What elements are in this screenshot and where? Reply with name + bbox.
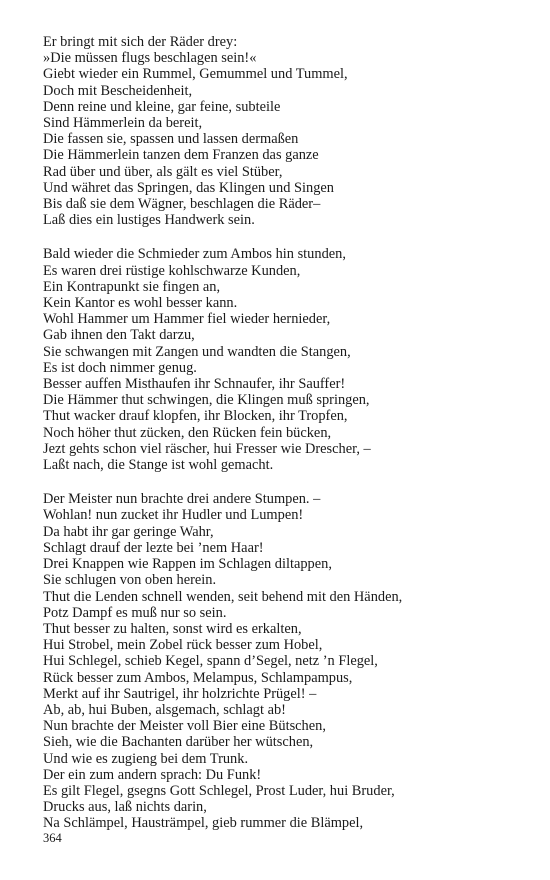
- stanza: [43, 491, 523, 831]
- page-number: 364: [43, 831, 62, 845]
- verse-line: Sie schlugen von oben herein.: [43, 572, 217, 589]
- verse-line: Es waren drei rüstige kohlschwarze Kunden,: [43, 262, 301, 279]
- verse-line: Laß dies ein lustiges Handwerk sein.: [43, 212, 255, 229]
- verse-line: Jezt gehts schon viel räscher, hui Fresser wie Drescher, –: [43, 440, 371, 457]
- stanza: [43, 246, 523, 473]
- verse-line: Sind Hämmerlein da bereit,: [43, 115, 203, 132]
- verse-line: Thut wacker drauf klopfen, ihr Blocken, ihr Tropfen,: [43, 408, 348, 425]
- verse-line: Da habt ihr gar geringe Wahr,: [43, 523, 214, 540]
- verse-line: Drei Knappen wie Rappen im Schlagen diltappen,: [43, 556, 332, 573]
- verse-line: Na Schlämpel, Hausträmpel, gieb rummer die Blämpel,: [43, 815, 364, 832]
- verse-line: Thut die Lenden schnell wenden, seit behend mit den Händen,: [43, 588, 403, 605]
- verse-line: »Die müssen flugs beschlagen sein!«: [43, 50, 257, 67]
- verse-line: Nun brachte der Meister voll Bier eine Bütschen,: [43, 718, 326, 735]
- verse-line: Wohlan! nun zucket ihr Hudler und Lumpen!: [43, 507, 304, 524]
- verse-line: Die fassen sie, spassen und lassen dermaßen: [43, 131, 299, 148]
- verse-line: Es gilt Flegel, gsegns Gott Schlegel, Prost Luder, hui Bruder,: [43, 782, 395, 799]
- verse-line: Bald wieder die Schmieder zum Ambos hin stunden,: [43, 246, 346, 263]
- verse-line: Drucks aus, laß nichts darin,: [43, 799, 207, 816]
- verse-line: Ab, ab, hui Buben, alsgemach, schlagt ab!: [43, 701, 286, 718]
- verse-line: Der ein zum andern sprach: Du Funk!: [43, 766, 262, 783]
- stanza: [43, 34, 523, 228]
- verse-line: Potz Dampf es muß nur so sein.: [43, 604, 227, 621]
- verse-line: Besser auffen Misthaufen ihr Schnaufer, ihr Sauffer!: [43, 376, 346, 393]
- verse-line: Er bringt mit sich der Räder drey:: [43, 34, 238, 50]
- verse-line: Gab ihnen den Takt darzu,: [43, 327, 195, 344]
- verse-line: Laßt nach, die Stange ist wohl gemacht.: [43, 457, 274, 474]
- verse-line: Sieh, wie die Bachanten darüber her wütschen,: [43, 734, 314, 751]
- verse-line: Hui Strobel, mein Zobel rück besser zum Hobel,: [43, 637, 323, 654]
- verse-line: Es ist doch nimmer genug.: [43, 359, 197, 376]
- verse-line: Noch höher thut zücken, den Rücken fein bücken,: [43, 424, 332, 441]
- verse-line: Die Hämmerlein tanzen dem Franzen das ganze: [43, 147, 319, 164]
- verse-line: Und wie es zugieng bei dem Trunk.: [43, 750, 249, 767]
- poem-text: [43, 34, 523, 850]
- verse-line: Hui Schlegel, schieb Kegel, spann d’Segel, netz ’n Flegel,: [43, 653, 378, 670]
- verse-line: Und währet das Springen, das Klingen und Singen: [43, 179, 334, 196]
- verse-line: Denn reine und kleine, gar feine, subteile: [43, 98, 281, 115]
- verse-line: Thut besser zu halten, sonst wird es erkalten,: [43, 620, 302, 637]
- verse-line: Rück besser zum Ambos, Melampus, Schlampampus,: [43, 669, 353, 686]
- verse-line: Sie schwangen mit Zangen und wandten die Stangen,: [43, 343, 351, 360]
- verse-line: Rad über und über, als gält es viel Stüber,: [43, 163, 283, 180]
- verse-line: Giebt wieder ein Rummel, Gemummel und Tummel,: [43, 66, 348, 83]
- verse-line: Bis daß sie dem Wägner, beschlagen die Räder–: [43, 196, 321, 213]
- verse-line: Kein Kantor es wohl besser kann.: [43, 295, 238, 312]
- verse-line: Doch mit Bescheidenheit,: [43, 82, 193, 99]
- verse-line: Schlagt drauf der lezte bei ’nem Haar!: [43, 539, 264, 556]
- verse-line: Merkt auf ihr Sautrigel, ihr holzrichte Prügel! –: [43, 685, 317, 702]
- verse-line: Die Hämmer thut schwingen, die Klingen muß springen,: [43, 392, 370, 409]
- verse-line: Wohl Hammer um Hammer fiel wieder hernieder,: [43, 311, 331, 328]
- verse-line: Ein Kontrapunkt sie fingen an,: [43, 278, 221, 295]
- verse-line: Der Meister nun brachte drei andere Stumpen. –: [43, 491, 321, 508]
